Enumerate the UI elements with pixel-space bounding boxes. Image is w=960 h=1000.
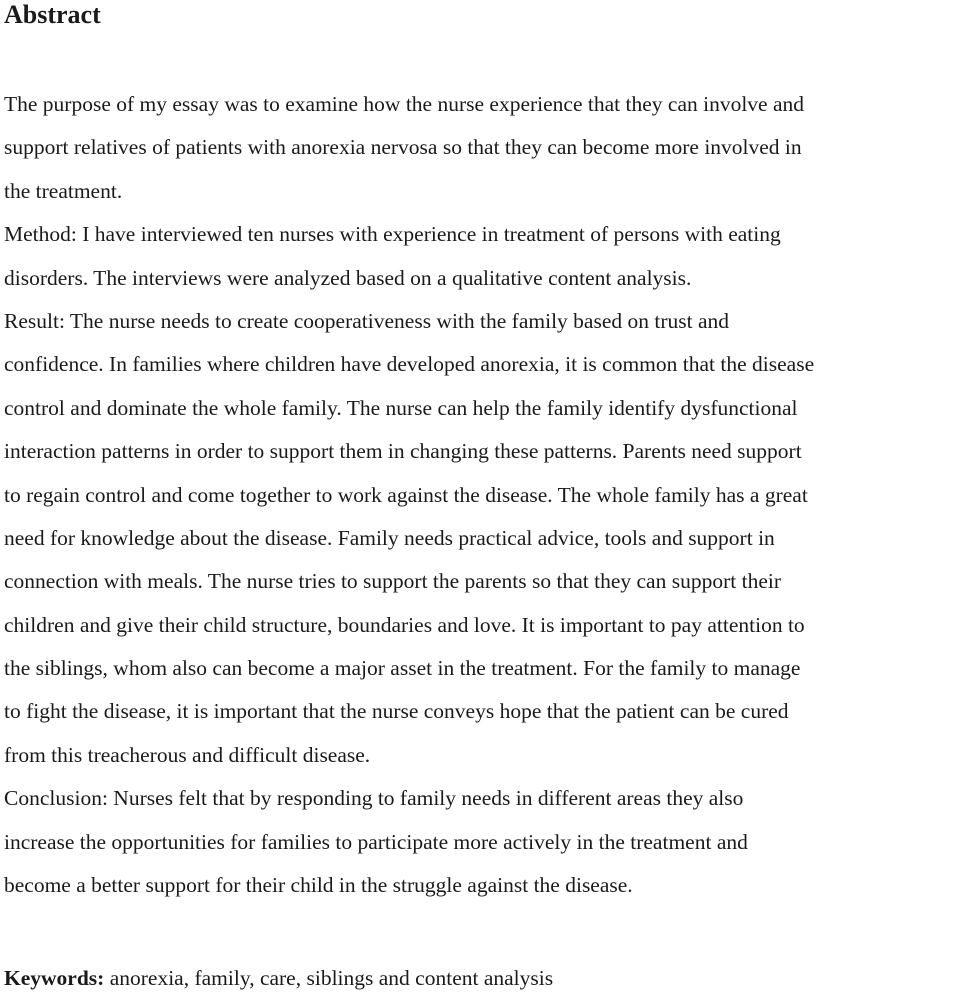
keywords-label: Keywords: bbox=[4, 966, 105, 990]
abstract-line: to regain control and come together to work against the disease. The whole family has a great bbox=[4, 482, 808, 507]
abstract-line: disorders. The interviews were analyzed based on a qualitative content analysis. bbox=[4, 265, 692, 290]
abstract-line: Conclusion: Nurses felt that by responding to family needs in different areas they also bbox=[4, 786, 744, 811]
abstract-line: support relatives of patients with anorexia nervosa so that they can become more involved in bbox=[4, 135, 802, 160]
abstract-heading: Abstract bbox=[4, 0, 101, 29]
abstract-line: interaction patterns in order to support them in changing these patterns. Parents need support bbox=[4, 439, 802, 464]
abstract-line: the treatment. bbox=[4, 178, 123, 203]
abstract-line: children and give their child structure, boundaries and love. It is important to pay attention to bbox=[4, 612, 805, 637]
keywords-line bbox=[4, 957, 553, 1000]
keywords-text: anorexia, family, care, siblings and content analysis bbox=[104, 966, 554, 990]
abstract-page bbox=[4, 0, 960, 990]
abstract-line: to fight the disease, it is important that the nurse conveys hope that the patient can be cured bbox=[4, 699, 789, 724]
abstract-line: confidence. In families where children have developed anorexia, it is common that the disease bbox=[4, 352, 815, 377]
abstract-body bbox=[4, 83, 814, 907]
abstract-line: Result: The nurse needs to create cooperativeness with the family based on trust and bbox=[4, 308, 730, 333]
abstract-line: connection with meals. The nurse tries to support the parents so that they can support their bbox=[4, 569, 782, 594]
abstract-line: from this treacherous and difficult disease. bbox=[4, 742, 371, 767]
abstract-line: control and dominate the whole family. The nurse can help the family identify dysfunctional bbox=[4, 395, 798, 420]
abstract-line: increase the opportunities for families to participate more actively in the treatment and bbox=[4, 829, 748, 854]
abstract-line: become a better support for their child in the struggle against the disease. bbox=[4, 873, 633, 898]
abstract-line: Method: I have interviewed ten nurses with experience in treatment of persons with eating bbox=[4, 222, 781, 247]
abstract-line: need for knowledge about the disease. Family needs practical advice, tools and support in bbox=[4, 525, 775, 550]
abstract-line: The purpose of my essay was to examine how the nurse experience that they can involve and bbox=[4, 92, 805, 116]
abstract-line: the siblings, whom also can become a major asset in the treatment. For the family to manage bbox=[4, 656, 801, 681]
